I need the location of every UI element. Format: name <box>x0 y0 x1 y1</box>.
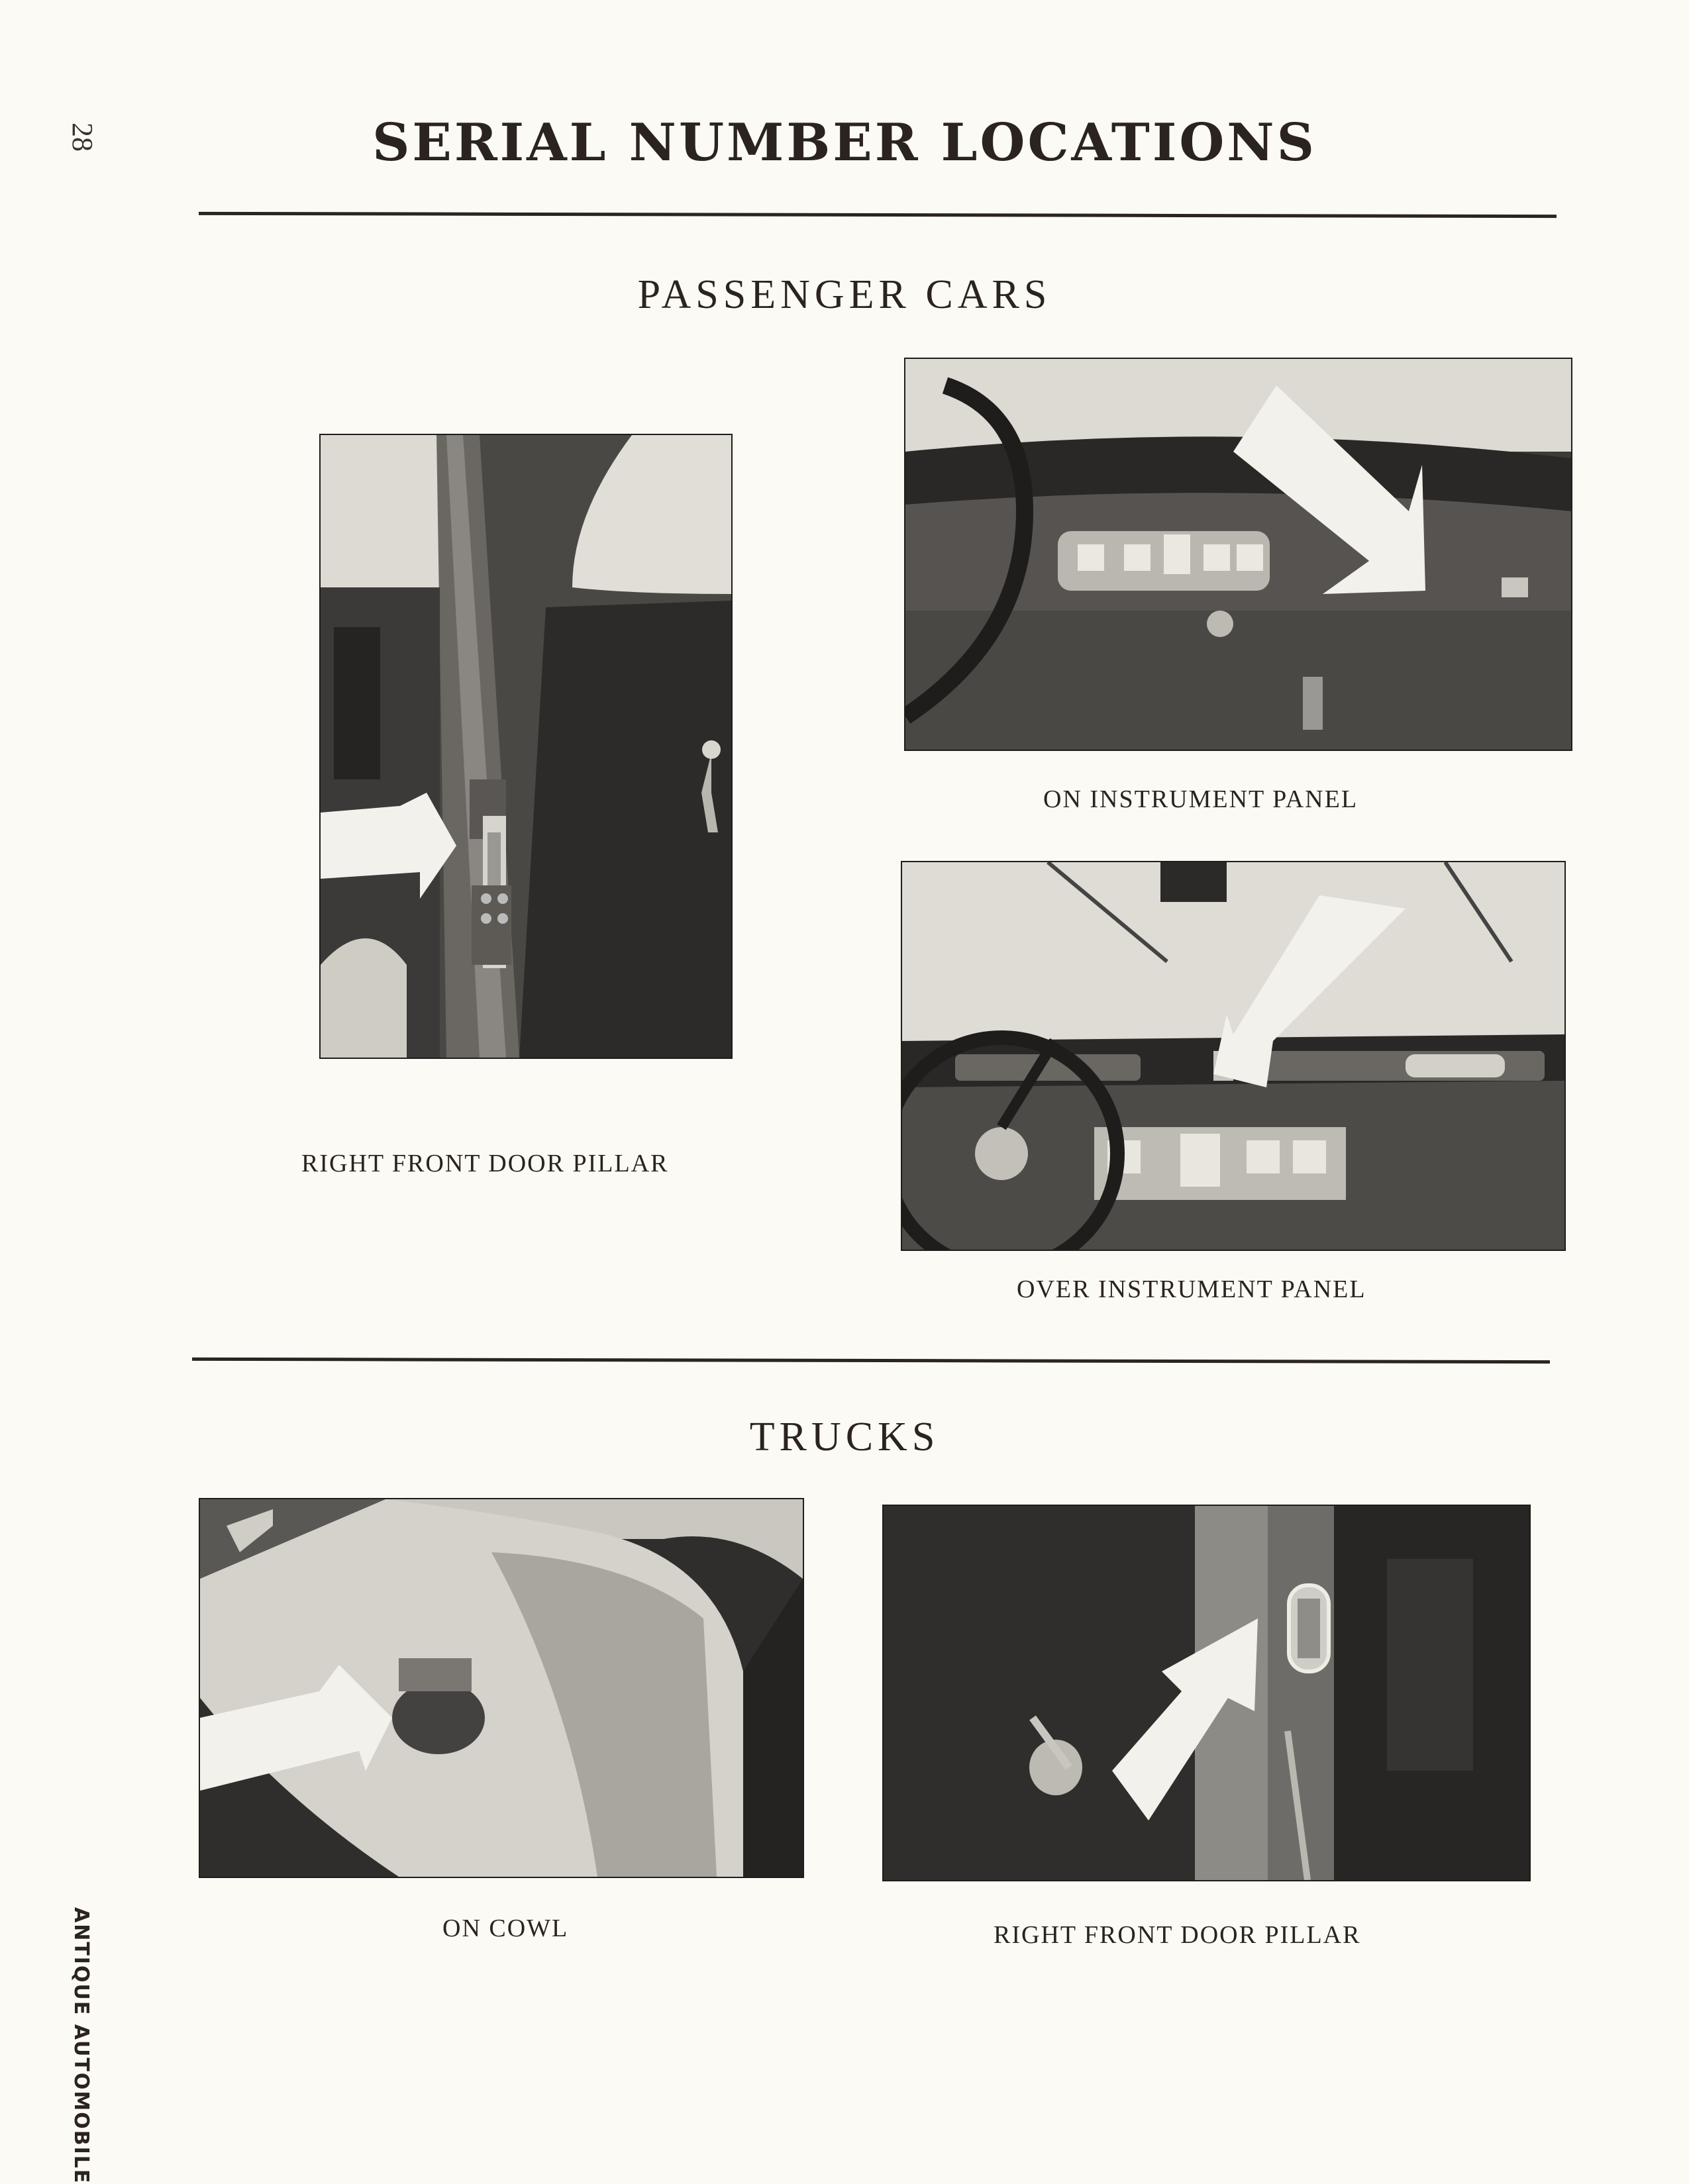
caption-on-instrument-panel: ON INSTRUMENT PANEL <box>1043 785 1358 813</box>
passenger-cars-heading: PASSENGER CARS <box>637 272 1052 317</box>
photo-door-pillar-truck <box>882 1505 1531 1881</box>
photo-over-instrument-panel <box>901 861 1566 1251</box>
photo-door-pillar-car <box>319 434 733 1059</box>
photo-on-cowl <box>199 1498 804 1878</box>
top-rule <box>199 212 1557 218</box>
magazine-name: ANTIQUE AUTOMOBILE <box>70 1907 93 2184</box>
photo-on-instrument-panel <box>904 358 1572 751</box>
caption-on-cowl: ON COWL <box>442 1914 569 1942</box>
caption-over-instrument-panel: OVER INSTRUMENT PANEL <box>1017 1275 1366 1303</box>
page-number: 28 <box>66 123 99 152</box>
page-title: SERIAL NUMBER LOCATIONS <box>372 113 1317 173</box>
caption-door-pillar-truck: RIGHT FRONT DOOR PILLAR <box>994 1921 1361 1949</box>
caption-door-pillar-car: RIGHT FRONT DOOR PILLAR <box>301 1150 669 1177</box>
middle-rule <box>192 1358 1550 1364</box>
trucks-heading: TRUCKS <box>749 1415 940 1460</box>
